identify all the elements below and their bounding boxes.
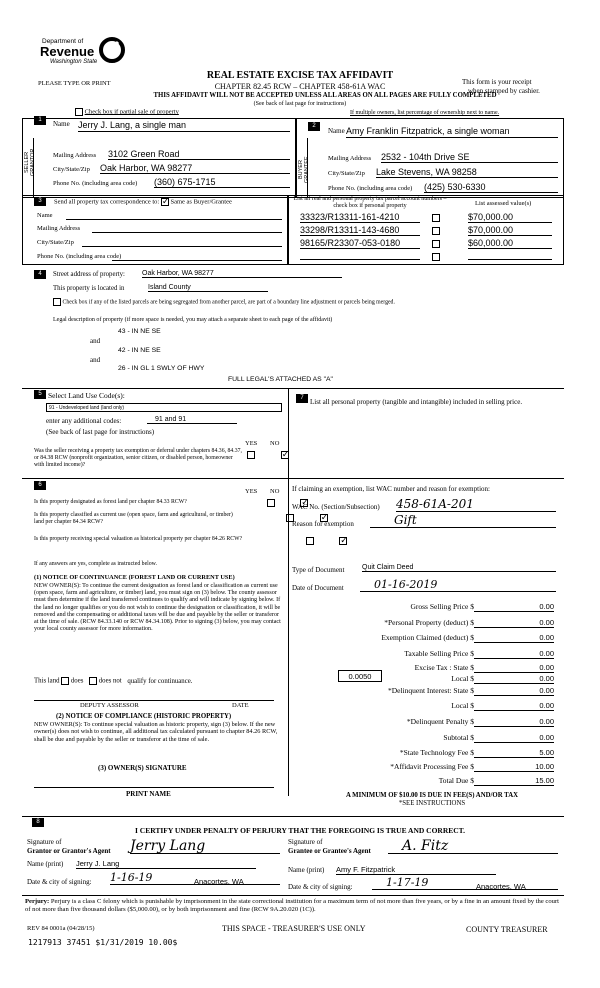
treasurer-stamp: 1217913 37451 $1/31/2019 10.00$ [28, 938, 178, 947]
historic-no-checkbox[interactable] [339, 537, 347, 545]
grantor-print-name: Jerry J. Lang [76, 859, 256, 869]
section-3-number: 3 [34, 197, 46, 206]
parcel-row: 98165/R23307-053-0180 $60,000.00 [300, 238, 560, 250]
taxable-selling-price: 0.00 [474, 649, 554, 659]
delinquent-interest-local: 0.00 [474, 701, 554, 711]
affidavit-processing-fee: 10.00 [474, 762, 554, 772]
current-use-question: Is this property classified as current use (open space, farm and agricultural, or timber) land per chapter 84.34 RCW? [34, 512, 233, 525]
excise-tax-local: 0.00 [474, 674, 554, 684]
please-type: PLEASE TYPE OR PRINT [38, 80, 111, 87]
chapter-line: CHAPTER 82.45 RCW – CHAPTER 458-61A WAC [214, 82, 386, 91]
notice-continuance-title: (1) NOTICE OF CONTINUANCE (FOREST LAND OR CURRENT USE) [34, 574, 235, 581]
legal-desc-1: 43 - IN NE SE [118, 328, 161, 335]
warning-line: THIS AFFIDAVIT WILL NOT BE ACCEPTED UNLESS ALL AREAS ON ALL PAGES ARE FULLY COMPLETED [153, 92, 497, 99]
personal-property-checkbox[interactable] [432, 227, 440, 235]
section-5-number: 5 [34, 390, 46, 399]
document-type: Quit Claim Deed [362, 564, 556, 572]
section-7-number: 7 [296, 394, 308, 403]
forest-yes-checkbox[interactable] [267, 499, 275, 507]
partial-sale-checkbox[interactable] [75, 108, 83, 116]
logo-swoosh-icon [98, 36, 128, 64]
buyer-name: Amy Franklin Fitzpatrick, a single woman [346, 126, 510, 136]
treasurer-space: THIS SPACE - TREASURER'S USE ONLY [222, 924, 366, 933]
section-4-number: 4 [34, 270, 46, 279]
seller-mailing: 3102 Green Road [108, 149, 290, 160]
subtotal: 0.00 [474, 733, 554, 743]
historic-question: Is this property receiving special valuation as historical property per chapter 84.26 RCW? [34, 536, 243, 542]
personal-property-deduct: 0.00 [474, 618, 554, 628]
grantee-date: 1-17-19 [386, 876, 429, 889]
forest-land-question: Is this property designated as forest land per chapter 84.33 RCW? [34, 499, 187, 505]
parcel-row [300, 251, 560, 263]
excise-tax-state: 0.00 [474, 663, 554, 673]
corr-mailing-field[interactable] [92, 232, 282, 233]
exemption-no-checkbox[interactable] [281, 451, 289, 459]
property-county: Island County [148, 284, 268, 292]
local-rate-box: 0.0050 [338, 670, 382, 682]
county-treasurer: COUNTY TREASURER [466, 925, 548, 934]
buyer-city: Lake Stevens, WA 98258 [376, 167, 558, 178]
personal-property-checkbox[interactable] [432, 253, 440, 261]
same-as-buyer-checkbox[interactable] [161, 198, 169, 206]
grantee-print-name: Amy F. Fitzpatrick [336, 865, 496, 875]
does-checkbox[interactable] [61, 677, 69, 685]
notice-compliance-title: (2) NOTICE OF COMPLIANCE (HISTORIC PROPERTY) [56, 713, 232, 720]
personal-property-checkbox[interactable] [432, 214, 440, 222]
form-number: REV 84 0001a (04/28/15) [27, 925, 95, 932]
legal-desc-3: 26 - IN GL 1 SWLY OF HWY [118, 365, 205, 372]
wac-number: 458-61A-201 [396, 497, 556, 512]
buyer-grantee-label: BUYER GRANTEE [298, 156, 310, 184]
perjury-notice: Perjury: Perjury is a class C felony which is punishable by imprisonment in the state correctional institution for a maximum term of not more than five years, or by a fine in an amount fixed by the court of not more than five thousand dollars ($5,000.00), or by both imprisonment and fine (RCW 9A.20.020 (1C)). [25, 898, 559, 913]
grantor-city: Anacortes, WA [194, 877, 244, 886]
section-2-number: 2 [308, 122, 320, 131]
certify-statement: I CERTIFY UNDER PENALTY OF PERJURY THAT THE FOREGOING IS TRUE AND CORRECT. [134, 826, 465, 835]
seller-city: Oak Harbor, WA 98277 [100, 163, 290, 174]
minimum-fee-note: A MINIMUM OF $10.00 IS DUE IN FEE(S) AND/OR TAX [345, 792, 519, 799]
owner-signature-label: (3) OWNER(S) SIGNATURE [98, 764, 187, 772]
buyer-mailing: 2532 - 104th Drive SE [381, 152, 558, 163]
personal-property-label: List all personal property (tangible and intangible) included in selling price. [310, 398, 523, 406]
total-due: 15.00 [474, 776, 554, 786]
dor-logo: Department of Revenue Washington State [40, 38, 130, 70]
notice-continuance-body: NEW OWNER(S): To continue the current designation as forest land or classification as current use (open space, farm and agriculture, or timber) land, you must sign on (3) below. The county assessor must then determine if the land transferred continues to qualify and will indicate by signing below. If the land no longer qualifies or you do not wish to continue the designation or classification, it will be removed and the compensating or additional taxes will be due and payable by the seller or transferor at the time of sale. (RCW 84.33.140 or RCW 84.34.108). Prior to signing (3) below, you may contact your local county assessor for more information. [34, 583, 281, 633]
does-not-checkbox[interactable] [89, 677, 97, 685]
parcel-row: 33323/R13311-161-4210 $70,000.00 [300, 212, 560, 224]
parcel-row: 33298/R13311-143-4680 $70,000.00 [300, 225, 560, 237]
exemption-reason: Gift [370, 513, 556, 528]
document-date: 01-16-2019 [360, 578, 556, 592]
personal-property-checkbox[interactable] [432, 240, 440, 248]
grantor-date: 1-16-19 [110, 871, 153, 884]
owner-signature-line[interactable] [34, 787, 274, 788]
notice-compliance-body: NEW OWNER(S): To continue special valuation as historic property, sign (3) below. If the new owner(s) does not wish to continue, all additional tax calculated pursuant to chapter 84.26 RCW, shall be due and payable by the seller or transferor at the time of sale. [34, 721, 278, 743]
property-street: Oak Harbor, WA 98277 [142, 270, 342, 278]
seller-phone: (360) 675-1715 [154, 177, 290, 188]
state-technology-fee: 5.00 [474, 748, 554, 758]
grantee-signature: A. Fitz [388, 838, 558, 854]
exemption-yes-checkbox[interactable] [247, 451, 255, 459]
delinquent-interest-state: 0.00 [474, 686, 554, 696]
corr-city-field[interactable] [82, 246, 282, 247]
section-6-number: 6 [34, 481, 46, 490]
corr-phone-field[interactable] [112, 260, 282, 261]
additional-codes[interactable]: 91 and 91 [147, 416, 237, 424]
full-legal-attached: FULL LEGAL'S ATTACHED AS "A" [228, 376, 333, 383]
section-1-number: 1 [34, 116, 46, 125]
delinquent-penalty: 0.00 [474, 717, 554, 727]
partial-sale[interactable]: Check box if partial sale of property [75, 108, 179, 116]
section-8-number: 8 [32, 818, 44, 827]
grantee-city: Anacortes, WA [476, 882, 526, 891]
exemption-claimed: 0.00 [474, 633, 554, 643]
seller-name: Jerry J. Lang, a single man [78, 120, 187, 130]
historic-yes-checkbox[interactable] [306, 537, 314, 545]
legal-desc-2: 42 - IN NE SE [118, 347, 161, 354]
grantor-signature: Jerry Lang [130, 838, 280, 854]
exemption-question: Was the seller receiving a property tax exemption or deferral under chapters 84.36, 84.37, or 84.38 RCW (nonprofit organization, senior citizen, or disabled person, homeowner with limited income)? [34, 448, 242, 468]
form-title: REAL ESTATE EXCISE TAX AFFIDAVIT [206, 70, 394, 81]
buyer-phone: (425) 530-6330 [424, 182, 558, 193]
segregated-checkbox[interactable] [53, 298, 61, 306]
land-use-select[interactable]: 91 - Undeveloped land (land only) [46, 403, 282, 412]
see-back: (See back of last page for instructions) [253, 101, 347, 107]
seller-grantor-label: SELLER GRANTOR [24, 148, 36, 176]
corr-name-field[interactable] [66, 219, 282, 220]
gross-selling-price: 0.00 [474, 602, 554, 612]
